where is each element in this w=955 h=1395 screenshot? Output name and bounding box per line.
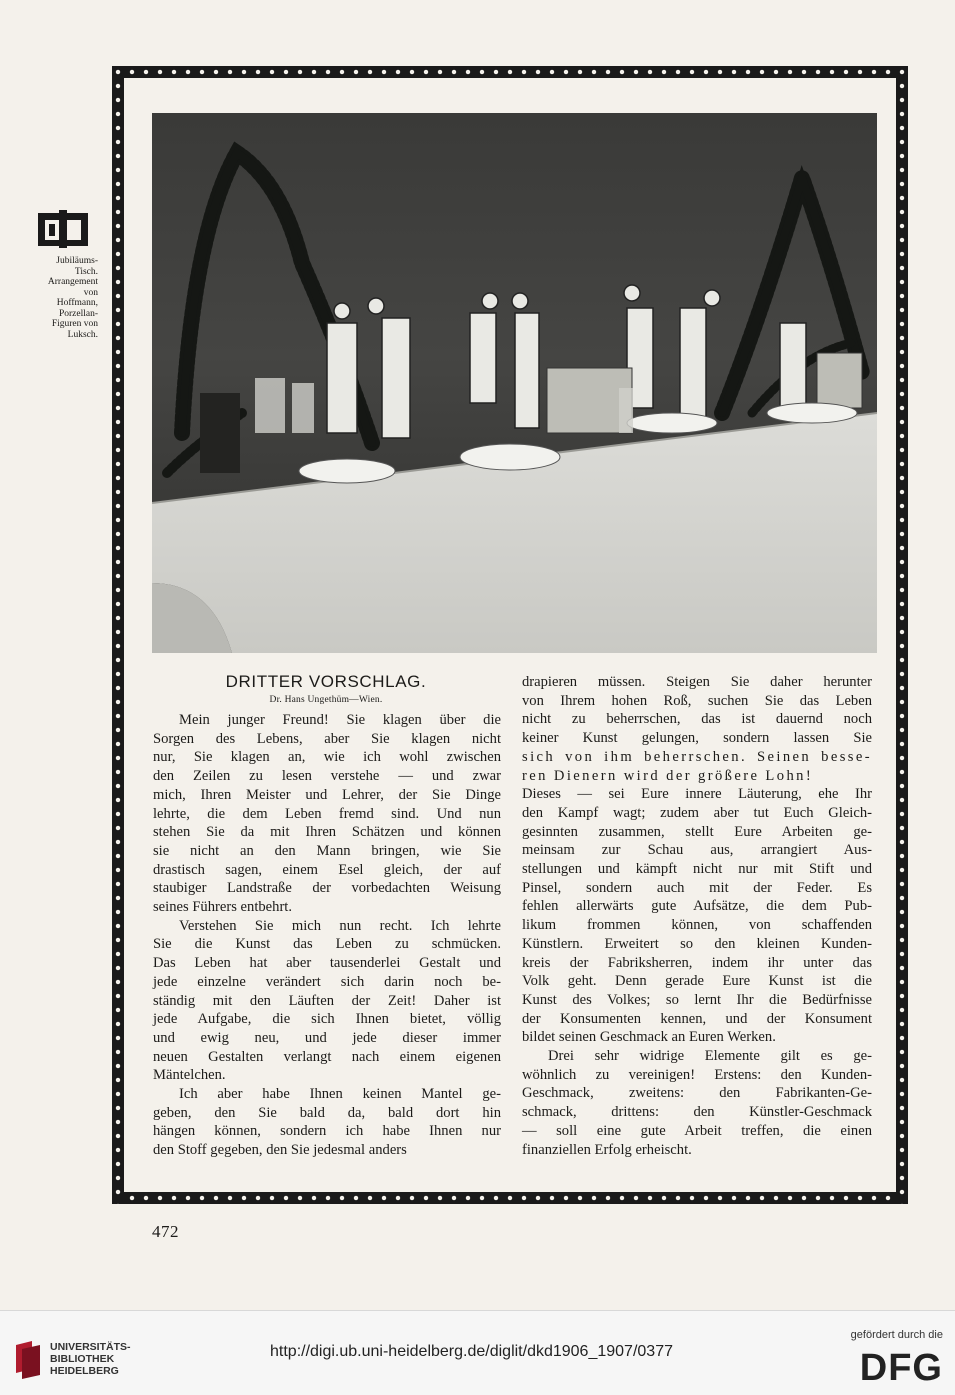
- text-line: drapieren müssen. Steigen Sie daher herunter: [522, 674, 872, 690]
- text-line: bildet seinen Geschmack an Euren Werken.: [522, 1029, 776, 1046]
- text-line: Künstlern. Erweitert so den kleinen Kunden-: [522, 935, 872, 952]
- caption-line: Porzellan-: [58, 308, 98, 319]
- vase: [200, 393, 240, 473]
- page-number: 472: [152, 1222, 179, 1241]
- library-name-line: HEIDELBERG: [50, 1365, 119, 1377]
- text-line: finanziellen Erfolg erheischt.: [522, 1141, 692, 1158]
- text-line: sie nicht an den Mann bringen, wie Sie: [153, 842, 501, 859]
- text-line: Verstehen Sie mich nun recht. Ich lehrte: [179, 917, 501, 934]
- ornament-border-left: [112, 66, 124, 1204]
- caption-line: Figuren von: [51, 319, 98, 329]
- caption-line: Arrangement: [47, 277, 98, 287]
- text-line: keiner Kunst gelungen, sondern lassen Sie: [522, 730, 872, 747]
- funding-note: gefördert durch die: [850, 1329, 943, 1341]
- text-line: meinsam zur Schau aus, arrangiert Aus-: [522, 842, 872, 859]
- text-line: drastisch sagen, einem Esel gleich, der auf: [153, 861, 501, 878]
- text-line: schmack, drittens: den Künstler-Geschmack: [522, 1104, 872, 1121]
- text-line: Drei sehr widrige Elemente gilt es ge-: [548, 1048, 872, 1065]
- text-line: jede Aufgabe, die sich Ihnen bietet, völlig: [153, 1011, 501, 1028]
- source-url-link[interactable]: http://digi.ub.uni-heidelberg.de/diglit/dkd1906_1907/0377: [270, 1343, 673, 1360]
- caption-line: von: [83, 287, 98, 298]
- text-line: den Kampf wagt; zudem aber tut Euch Gleich-: [522, 804, 872, 821]
- text-line: — soll eine gute Arbeit treffen, die einen: [522, 1122, 872, 1139]
- ornament-border-bottom: [112, 1192, 908, 1204]
- library-name: [50, 1341, 131, 1377]
- text-line: den Zeilen zu lesen verstehe — und zwar: [153, 768, 501, 785]
- photo-caption: [26, 256, 98, 340]
- text-line: Sie die Kunst das Leben zu schmücken.: [153, 936, 501, 953]
- dfg-logo: DFG: [859, 1347, 943, 1389]
- text-column-left: [153, 711, 501, 1160]
- text-line: der Konsumenten kennen, und der Konsument: [522, 1010, 872, 1027]
- text-line: Das Leben hat aber tausenderlei Gestalt und: [153, 955, 501, 972]
- text-line: Geschmack, zweitens: den Fabrikanten-Ge-: [522, 1085, 872, 1102]
- caption-line: Luksch.: [67, 329, 98, 340]
- caption-line: Tisch.: [74, 266, 98, 277]
- text-line: lehrte, die dem Leben fremd sind. Und nun: [153, 805, 501, 822]
- text-line: neuen Gestalten verlangt nach einem eigenen: [153, 1048, 501, 1065]
- text-line: Ich aber habe Ihnen keinen Mantel ge-: [179, 1086, 501, 1103]
- text-line: kreis der Fabriksherren, indem ihr unter das: [522, 954, 872, 971]
- text-line: ren Dienern wird der größere Lohn!: [522, 767, 814, 784]
- monogram-logo-icon: [37, 210, 89, 248]
- article-author: Dr. Hans Ungethüm—Wien.: [269, 695, 383, 705]
- text-line: nur, Sie klagen an, wie ich wohl zwischen: [153, 749, 501, 766]
- caption-line: Hoffmann,: [56, 298, 98, 308]
- text-line: likum frommen können, von schaffenden: [522, 917, 872, 934]
- text-line: gesinnten zusammen, stellt Eure Arbeiten ge-: [522, 823, 872, 840]
- text-line: seines Führers entbehrt.: [153, 899, 293, 916]
- text-line: hängen können, sondern ich habe Ihnen nur: [153, 1123, 501, 1140]
- text-line: von Ihrem hohen Roß, suchen Sie das Leben: [522, 692, 872, 709]
- text-line: jede einzelne verändert sich darin noch be-: [153, 973, 501, 990]
- ornament-border-right: [896, 66, 908, 1204]
- text-line: geben, den Sie bald da, bald dort hin: [153, 1104, 501, 1121]
- library-name-line: UNIVERSITÄTS-: [50, 1341, 131, 1353]
- text-line: Dieses — sei Eure innere Läuterung, ehe Ihr: [522, 786, 872, 803]
- text-line: wöhnlich zu vereinigen! Erstens: den Kunden-: [522, 1066, 872, 1083]
- text-line: mich, Ihren Meister und Lehrer, der Sie Dinge: [153, 786, 501, 803]
- text-line: und ewig neu, und jede dieser immer: [153, 1029, 501, 1046]
- library-name-line: BIBLIOTHEK: [50, 1353, 115, 1365]
- text-line: Pinsel, sondern auch mit der Feder. Es: [522, 879, 872, 896]
- text-line: Mein junger Freund! Sie klagen über die: [179, 712, 501, 728]
- table-photograph: [152, 113, 877, 653]
- text-line: den Stoff gegeben, den Sie jedesmal anders: [153, 1142, 407, 1159]
- text-line: ständig mit den Läuften der Zeit! Daher ist: [153, 992, 501, 1009]
- text-column-right: [522, 673, 872, 1159]
- text-line: Volk geht. Denn gerade Eure Kunst ist die: [522, 973, 872, 990]
- text-line: Mäntelchen.: [153, 1067, 226, 1084]
- text-line: nicht zu beherrschen, das ist dauernd noch: [522, 711, 872, 728]
- ornament-border-top: [112, 66, 908, 78]
- text-line: sich von ihm beherrschen. Seinen besse-: [522, 748, 872, 765]
- article-title: DRITTER VORSCHLAG.: [225, 672, 427, 691]
- digitization-footer: [0, 1310, 955, 1395]
- text-line: stellungen und kämpft nicht nur mit Stift und: [522, 861, 872, 878]
- text-line: fehlen allerwärts gute Aufsätze, die dem Pub-: [522, 898, 872, 915]
- text-line: Sorgen des Lebens, aber Sie klagen nicht: [153, 730, 501, 747]
- text-line: stehen Sie da mit Ihren Schätzen und können: [153, 824, 501, 841]
- university-library-logo-icon: [14, 1339, 42, 1379]
- text-line: Kunst des Volkes; so lernt Ihr die Bedürfnisse: [522, 991, 872, 1008]
- text-line: staubiger Landstraße der vorbedachten Weisung: [153, 880, 501, 897]
- caption-line: Jubiläums-: [56, 256, 98, 266]
